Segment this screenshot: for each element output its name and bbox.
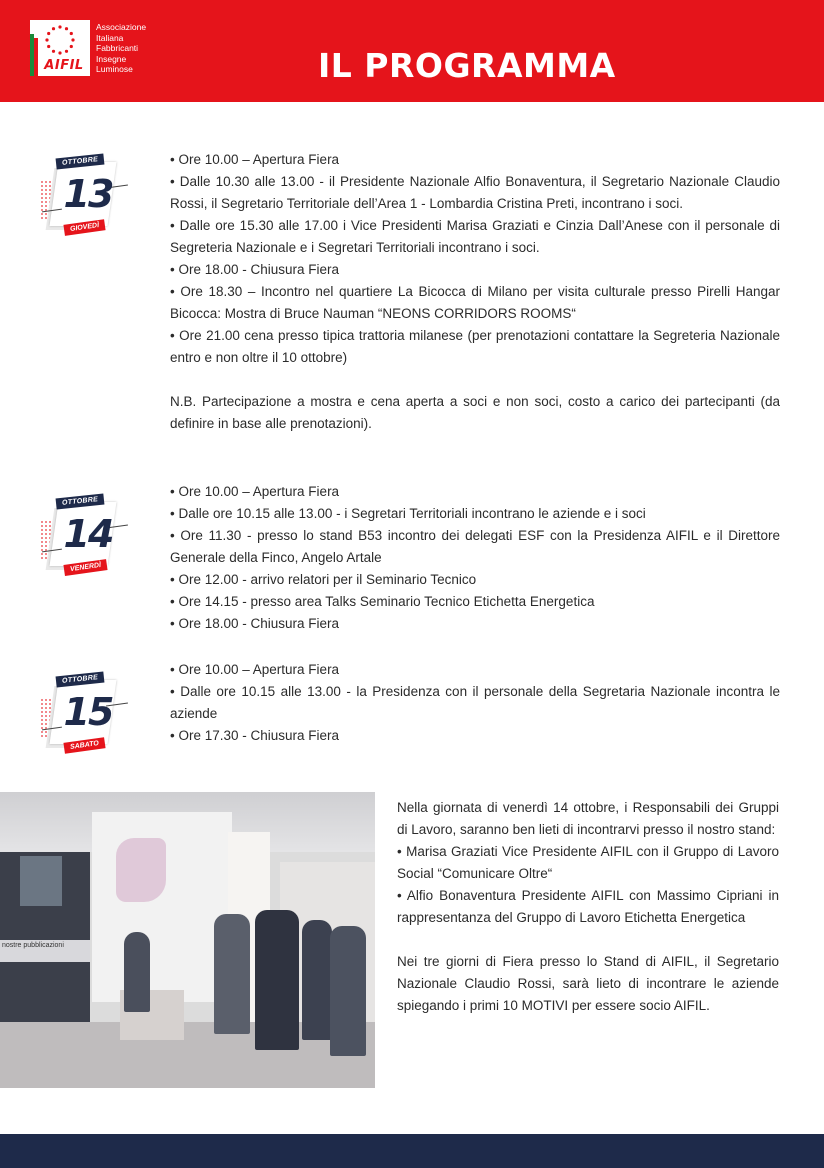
day-14-program [170,481,780,635]
badge-day-number: 13 [63,172,113,216]
header-bar [0,0,824,102]
program-item: • Ore 12.00 - arrivo relatori per il Seminario Tecnico [170,572,477,587]
program-item: • Ore 10.00 – Apertura Fiera [170,152,340,167]
photo-banner: nostre pubblicazioni [0,940,90,962]
aside-intro: Nella giornata di venerdì 14 ottobre, i Responsabili dei Gruppi di Lavoro, saranno ben lieti di incontrarvi presso il nostro stand: [397,800,779,837]
program-item: • Ore 10.00 – Apertura Fiera [170,484,340,499]
aifil-logo [30,20,90,76]
program-item: • Ore 17.30 - Chiusura Fiera [170,728,340,743]
program-item: • Dalle ore 10.15 alle 13.00 - la Presidenza con il personale della Segretaria Nazionale incontra le aziende [170,684,780,721]
photo-person [255,910,299,1050]
badge-weekday: GIOVEDÌ [63,219,105,236]
program-item: • Dalle ore 10.15 alle 13.00 - i Segretari Territoriali incontrano le aziende e i soci [170,506,646,521]
association-line: Insegne [96,53,127,64]
aside-closing: Nei tre giorni di Fiera presso lo Stand di AIFIL, il Segretario Nazionale Claudio Rossi, sarà lieto di incontrare le aziende spiegando i primi 10 MOTIVI per essere socio AIFIL. [397,954,779,1013]
page-title: IL PROGRAMMA [318,46,616,85]
photo-person [214,914,250,1034]
badge-month: OTTOBRE [56,494,105,510]
association-name [96,22,176,75]
aside-item: • Marisa Graziati Vice Presidente AIFIL con il Gruppo di Lavoro Social “Comunicare Oltre“ [397,844,779,881]
stars-circle-icon [44,24,76,56]
association-line: Fabbricanti [96,43,139,53]
program-item: • Ore 14.15 - presso area Talks Seminario Tecnico Etichetta Energetica [170,594,595,609]
photo-person [302,920,332,1040]
badge-day-number: 14 [63,512,113,556]
day-13-program [170,149,780,435]
footer-bar [0,1134,824,1168]
date-badge-13 [36,150,136,250]
program-item: • Dalle ore 15.30 alle 17.00 i Vice Presidenti Marisa Graziati e Cinzia Dall’Anese con il personale di Segreteria Nazionale e i Segretari Territoriali incontrano i soci. [170,218,780,255]
association-line: Luminose [96,64,133,74]
association-line: Associazione [96,22,147,32]
photo-person [124,932,150,1012]
association-line: Italiana [96,32,124,43]
photo-person [330,926,366,1056]
program-item: • Ore 18.00 - Chiusura Fiera [170,262,340,277]
photo-italy-map [116,838,166,902]
stand-photo [0,792,375,1088]
logo-text: AIFIL [44,58,84,73]
program-item: • Ore 21.00 cena presso tipica trattoria milanese (per prenotazioni contattare la Segreteria Nazionale entro e non oltre il 10 ottobre) [170,328,780,365]
participation-note: N.B. Partecipazione a mostra e cena aperta a soci e non soci, costo a carico dei partecipanti (da definire in base alle prenotazioni). [170,394,780,431]
badge-day-number: 15 [63,690,113,734]
photo-screen [20,856,62,906]
badge-month: OTTOBRE [56,154,105,170]
date-badge-14 [36,490,136,590]
program-item: • Ore 10.00 – Apertura Fiera [170,662,340,677]
program-item: • Ore 11.30 - presso lo stand B53 incontro dei delegati ESF con la Presidenza AIFIL e il Direttore Generale della Finco, Angelo Artale [170,528,780,565]
program-item: • Ore 18.30 – Incontro nel quartiere La Bicocca di Milano per visita culturale presso Pirelli Hangar Bicocca: Mostra di Bruce Nauman “NEONS CORRIDORS ROOMS“ [170,284,780,321]
aside-item: • Alfio Bonaventura Presidente AIFIL con Massimo Cipriani in rappresentanza del Gruppo di Lavoro Etichetta Energetica [397,888,779,925]
badge-weekday: VENERDÌ [63,559,107,576]
badge-weekday: SABATO [63,737,105,754]
program-item: • Dalle 10.30 alle 13.00 - il Presidente Nazionale Alfio Bonaventura, il Segretario Nazionale Claudio Rossi, il Segretario Territoriale dell’Area 1 - Lombardia Cristina Preti, incontrano i soci. [170,174,780,211]
date-badge-15 [36,668,136,768]
program-item: • Ore 18.00 - Chiusura Fiera [170,616,340,631]
day-15-program [170,659,780,747]
badge-month: OTTOBRE [56,672,105,688]
working-groups-text [397,797,779,1017]
